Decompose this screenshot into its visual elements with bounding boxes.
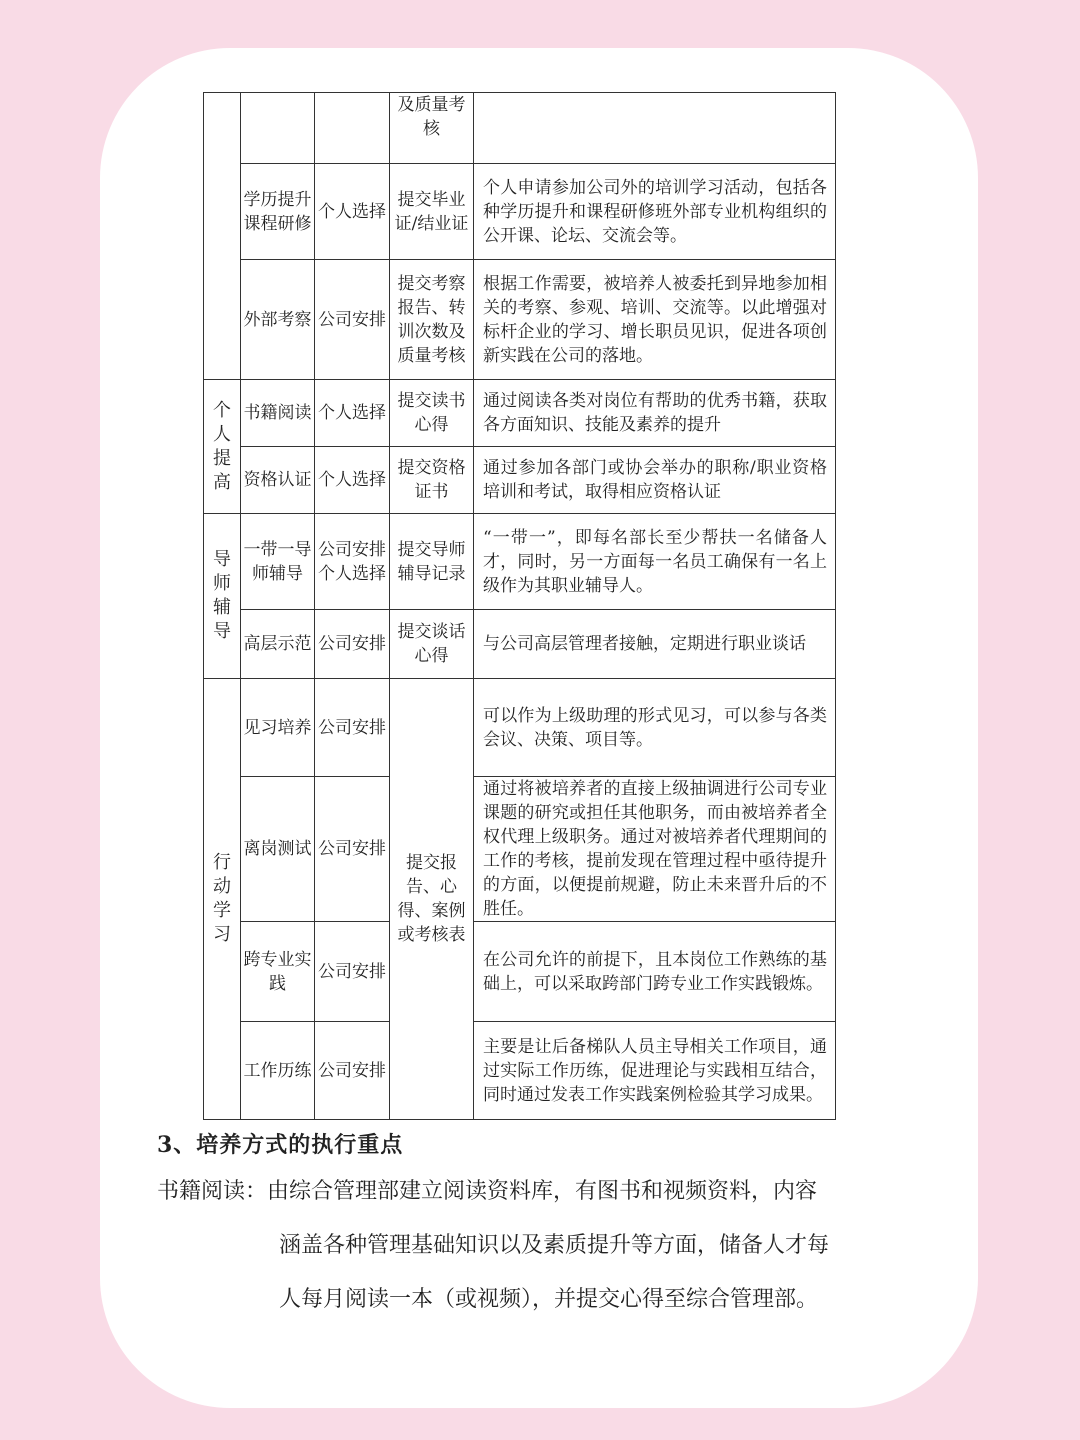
paragraph-text-1: 由综合管理部建立阅读资料库，有图书和视频资料，内容	[267, 1179, 818, 1204]
form-cell: 离岗测试	[241, 777, 315, 922]
form-cell: 见习培养	[241, 679, 315, 777]
description-cell: “一带一”，即每名部长至少帮扶一名储备人才，同时，另一方面每一名员工确保有一名上级作为其职业辅导人。	[474, 514, 836, 610]
method-cell: 个人选择	[315, 380, 390, 447]
form-cell: 书籍阅读	[241, 380, 315, 447]
method-cell: 公司安排	[315, 679, 390, 777]
form-cell: 跨专业实践	[241, 922, 315, 1022]
table-row	[204, 610, 836, 679]
method-cell: 公司安排	[315, 260, 390, 380]
form-cell: 一带一导师辅导	[241, 514, 315, 610]
description-cell: 通过阅读各类对岗位有帮助的优秀书籍，获取各方面知识、技能及素养的提升	[474, 380, 836, 447]
category-mentor-coaching: 导师辅导	[204, 514, 241, 679]
form-cell: 学历提升课程研修	[241, 164, 315, 260]
form-cell: 工作历练	[241, 1022, 315, 1120]
requirement-cell: 提交资格证书	[390, 447, 474, 514]
category-cell	[204, 93, 241, 380]
category-personal-improvement: 个人提高	[204, 380, 241, 514]
requirement-cell: 提交导师辅导记录	[390, 514, 474, 610]
description-cell: 通过将被培养者的直接上级抽调进行公司专业课题的研究或担任其他职务，而由被培养者全权代理上级职务。通过对被培养者代理期间的工作的考核，提前发现在管理过程中亟待提升的方面，以便提前规避，防止未来晋升后的不胜任。	[474, 777, 836, 922]
training-methods-table	[203, 92, 836, 1120]
description-cell: 主要是让后备梯队人员主导相关工作项目，通过实际工作历练，促进理论与实践相互结合，同时通过发表工作实践案例检验其学习成果。	[474, 1022, 836, 1120]
form-cell: 高层示范	[241, 610, 315, 679]
table-row	[204, 922, 836, 1022]
description-cell: 根据工作需要，被培养人被委托到异地参加相关的考察、参观、培训、交流等。以此增强对标杆企业的学习、增长职员见识，促进各项创新实践在公司的落地。	[474, 260, 836, 380]
paragraph-line-1	[157, 1165, 897, 1219]
requirement-cell: 提交报告、心得、案例或考核表	[390, 679, 474, 1120]
description-cell: 个人申请参加公司外的培训学习活动，包括各种学历提升和课程研修班外部专业机构组织的公开课、论坛、交流会等。	[474, 164, 836, 260]
table-row	[204, 380, 836, 447]
requirement-cell: 提交谈话心得	[390, 610, 474, 679]
table-row	[204, 679, 836, 777]
method-cell: 公司安排	[315, 610, 390, 679]
book-reading-paragraph	[157, 1165, 897, 1327]
description-cell: 与公司高层管理者接触，定期进行职业谈话	[474, 610, 836, 679]
table-row	[204, 260, 836, 380]
table-row	[204, 777, 836, 922]
table-row	[204, 164, 836, 260]
form-cell	[241, 93, 315, 164]
method-cell: 公司安排个人选择	[315, 514, 390, 610]
method-cell: 公司安排	[315, 922, 390, 1022]
table-row	[204, 93, 836, 164]
table-row	[204, 1022, 836, 1120]
paragraph-line-3: 人每月阅读一本（或视频），并提交心得至综合管理部。	[279, 1287, 819, 1312]
form-cell: 资格认证	[241, 447, 315, 514]
method-cell: 公司安排	[315, 1022, 390, 1120]
description-cell: 可以作为上级助理的形式见习，可以参与各类会议、决策、项目等。	[474, 679, 836, 777]
paragraph-line-2: 涵盖各种管理基础知识以及素质提升等方面，储备人才每	[279, 1233, 830, 1258]
table-row	[204, 514, 836, 610]
method-cell: 公司安排	[315, 777, 390, 922]
requirement-cell: 及质量考核	[390, 93, 474, 164]
method-cell	[315, 93, 390, 164]
description-cell	[474, 93, 836, 164]
method-cell: 个人选择	[315, 164, 390, 260]
category-action-learning: 行动学习	[204, 679, 241, 1120]
requirement-cell: 提交读书心得	[390, 380, 474, 447]
section-heading: 3、培养方式的执行重点	[157, 1132, 404, 1158]
paragraph-label: 书籍阅读：	[157, 1179, 268, 1204]
requirement-cell: 提交考察报告、转训次数及质量考核	[390, 260, 474, 380]
requirement-cell: 提交毕业证/结业证	[390, 164, 474, 260]
description-cell: 在公司允许的前提下，且本岗位工作熟练的基础上，可以采取跨部门跨专业工作实践锻炼。	[474, 922, 836, 1022]
method-cell: 个人选择	[315, 447, 390, 514]
table-row	[204, 447, 836, 514]
form-cell: 外部考察	[241, 260, 315, 380]
description-cell: 通过参加各部门或协会举办的职称/职业资格培训和考试，取得相应资格认证	[474, 447, 836, 514]
